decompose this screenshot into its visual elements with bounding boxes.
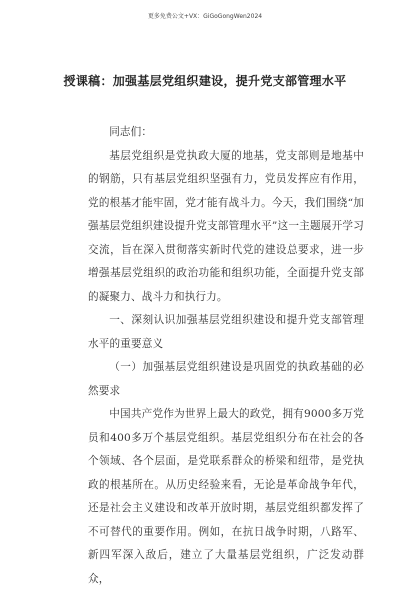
paragraph-intro: 基层党组织是党执政大厦的地基，党支部则是地基中的钢筋，只有基层党组织坚强有力，党员发挥应有作用，党的根基才能牢固，党才能有战斗力。今天，我们围绕“加强基层党组织建设提升党支部管理水平”这一主题展开学习交流，旨在深入贯彻落实新时代党的建设总要求，进一步增强基层党组织的政治功能和组织功能，全面提升党支部的凝聚力、战斗力和执行力。 (88, 149, 364, 303)
salutation: 同志们： (109, 126, 153, 138)
section-heading-1: 一、深刻认识加强基层党组织建设和提升党支部管理水平的重要意义 (88, 314, 364, 350)
header-note: 更多免费公文+VX：GiGoGongWen2024 (147, 13, 263, 20)
subsection-heading-1: （一）加强基层党组织建设是巩固党的执政基础的必然要求 (88, 361, 364, 397)
document-title: 授课稿：加强基层党组织建设，提升党支部管理水平 (63, 74, 347, 88)
document-body (88, 121, 364, 591)
paragraph-body: 中国共产党作为世界上最大的政党，拥有9000多万党员和400多万个基层党组织。基层党组织分布在社会的各个领域、各个层面，是党联系群众的桥梁和纽带，是党执政的根基所在。从历史经验来看，无论是革命战争年代，还是社会主义建设和改革开放时期，基层党组织都发挥了不可替代的重要作用。例如，在抗日战争时期，八路军、新四军深入敌后，建立了大量基层党组织，广泛发动群众， (88, 408, 364, 585)
